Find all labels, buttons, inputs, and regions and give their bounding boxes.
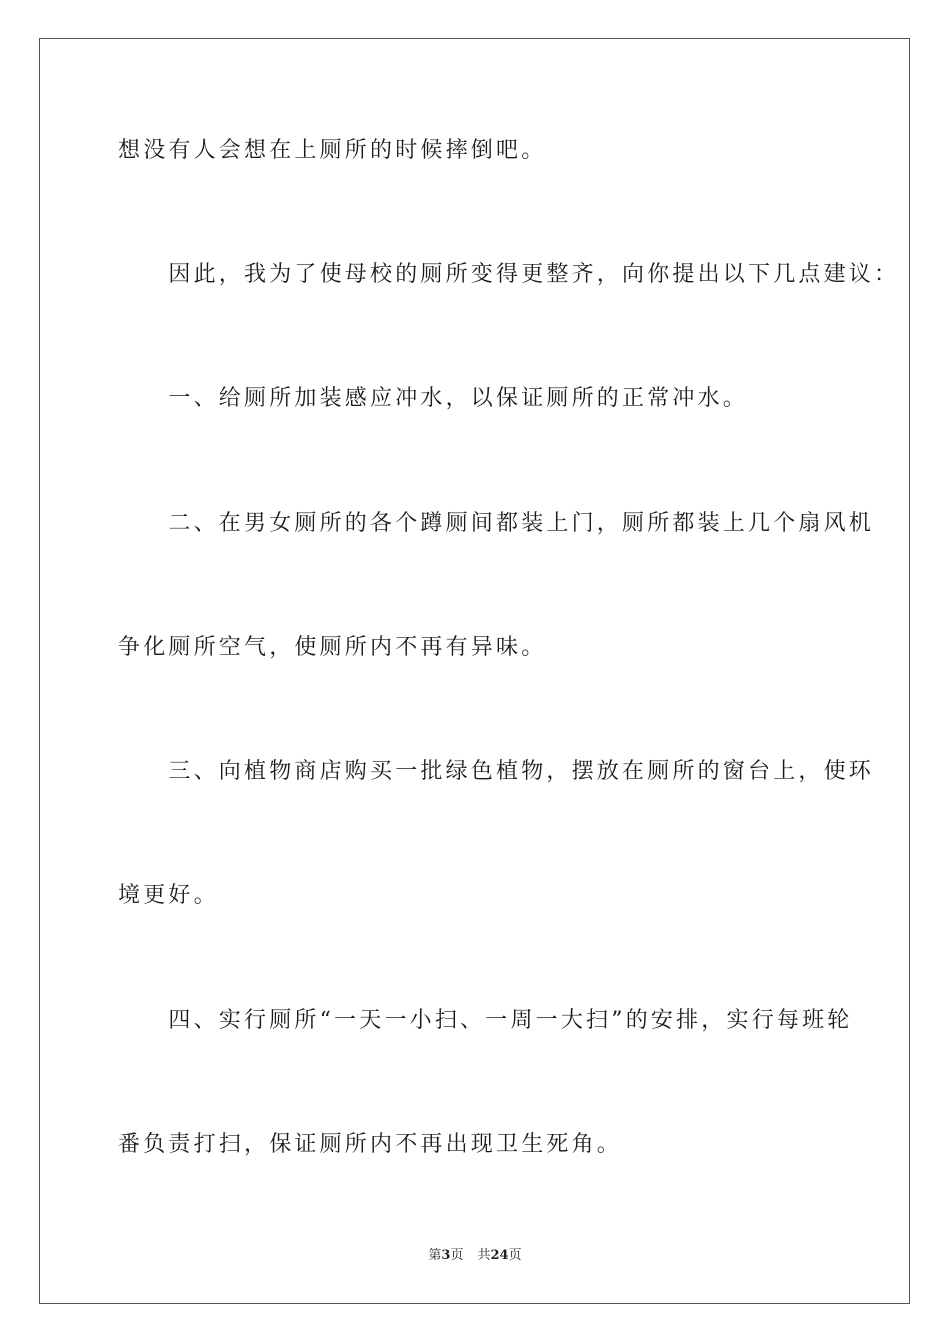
total-prefix: 共 [477, 1248, 491, 1263]
text-line: 争化厕所空气，使厕所内不再有异味。 [118, 635, 547, 660]
text-line: 番负责打扫，保证厕所内不再出现卫生死角。 [118, 1132, 623, 1157]
total-suffix: 页 [508, 1248, 522, 1263]
text-line: 因此，我为了使母校的厕所变得更整齐，向你提出以下几点建议： [118, 262, 900, 287]
page-suffix: 页 [450, 1248, 464, 1263]
text-line: 二、在男女厕所的各个蹲厕间都装上门，厕所都装上几个扇风机 [118, 511, 875, 536]
total-pages: 24 [490, 1248, 509, 1263]
page-number: 3 [441, 1248, 451, 1263]
text-line: 四、实行厕所“一天一小扫、一周一大扫”的安排，实行每班轮 [118, 1008, 853, 1033]
page-footer [0, 1247, 950, 1265]
page-prefix: 第 [428, 1248, 442, 1263]
text-line: 三、向植物商店购买一批绿色植物，摆放在厕所的窗台上，使环 [118, 759, 875, 784]
text-line: 境更好。 [118, 883, 219, 908]
text-line: 想没有人会想在上厕所的时候摔倒吧。 [118, 138, 547, 163]
text-line: 一、给厕所加装感应冲水，以保证厕所的正常冲水。 [118, 386, 749, 411]
page-frame [39, 38, 910, 1304]
